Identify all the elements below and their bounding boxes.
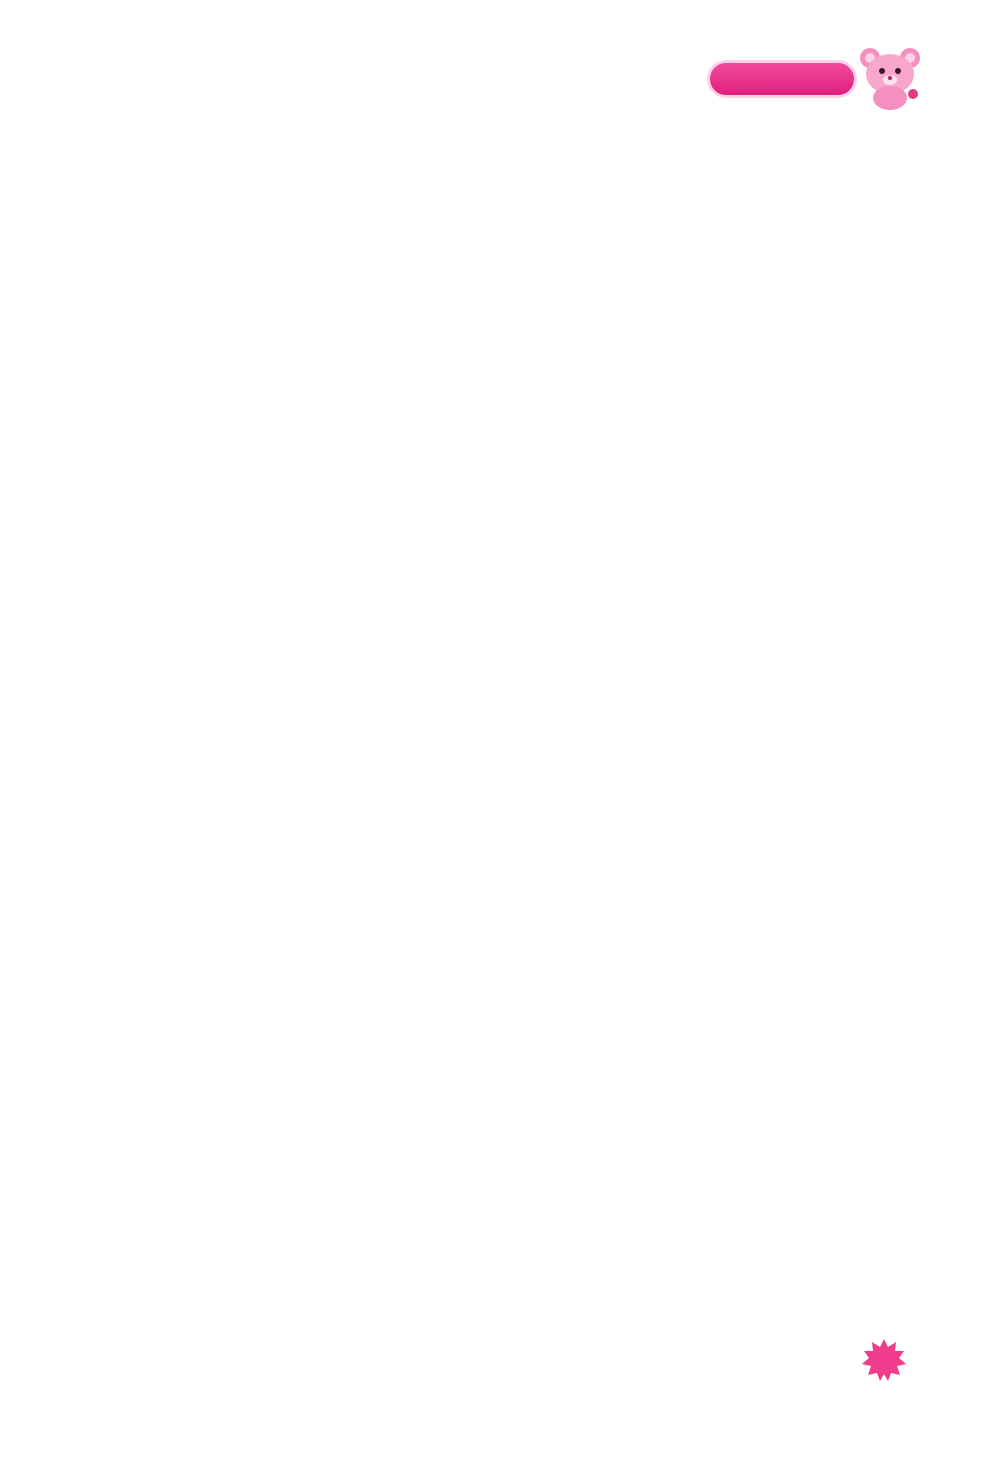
watermark — [820, 1382, 990, 1452]
unit-title — [78, 150, 893, 175]
answer-key-badge — [707, 60, 857, 98]
page-number-badge — [862, 1338, 906, 1382]
teddy-bear-icon — [855, 42, 925, 112]
answer-content — [78, 132, 893, 187]
